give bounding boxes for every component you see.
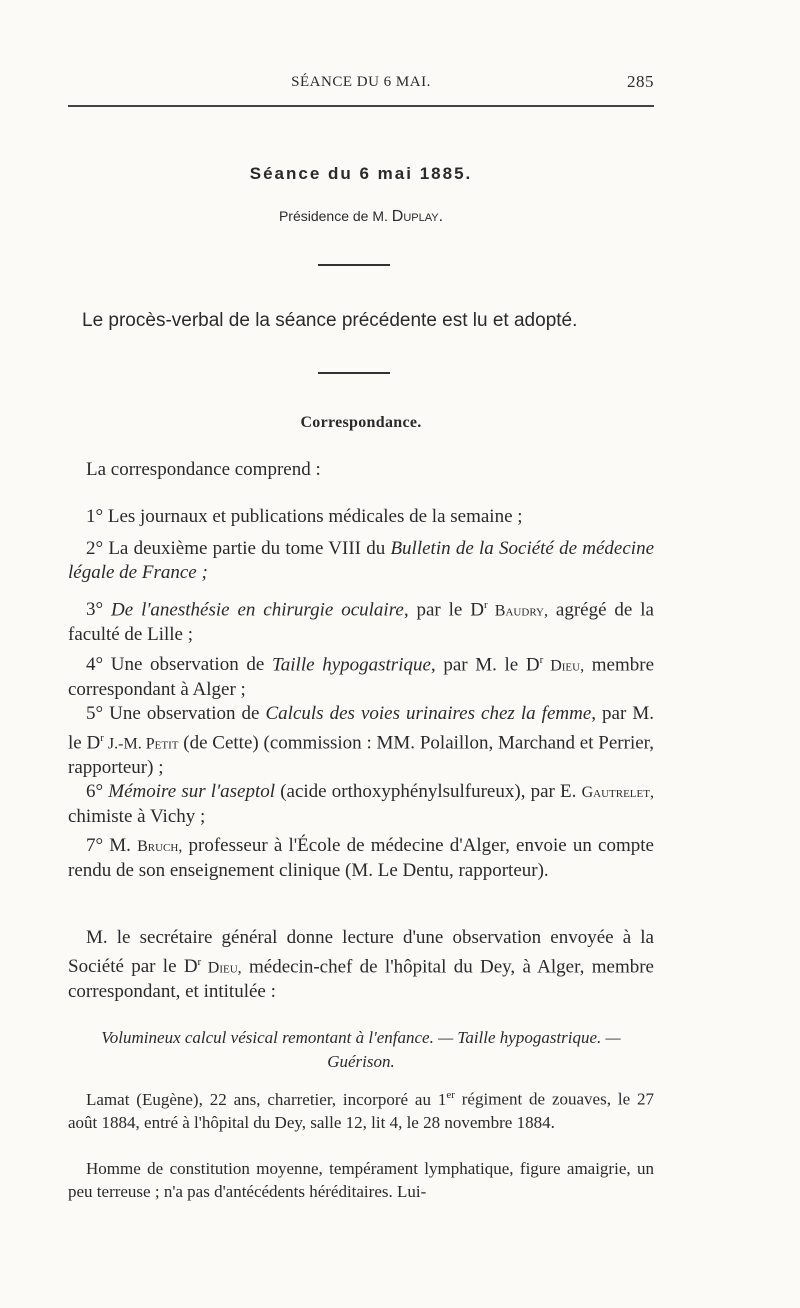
observation-paragraph xyxy=(68,1157,654,1203)
item-text: (de Cette) (commission : MM. Polaillon, Marchand et Perrier, rapporteur) ; xyxy=(68,732,654,779)
paragraph-text: médecin-chef de l'hôpital du Dey, à Alger, membre correspondant, et intitulée : xyxy=(68,956,654,1003)
superscript: er xyxy=(446,1089,455,1101)
superscript: r xyxy=(100,732,104,744)
paragraph-text: Lamat (Eugène), 22 ans, charretier, incorporé au 1 xyxy=(86,1089,447,1109)
item-text: par le D xyxy=(408,599,484,621)
person-name: Baudry, xyxy=(487,602,548,620)
person-name: J.-M. Petit xyxy=(103,735,179,753)
item-text: membre correspondant à Alger ; xyxy=(68,654,654,701)
item-text: chimiste à Vichy ; xyxy=(68,806,206,827)
proces-verbal: Le procès-verbal de la séance précédente est lu et adopté. xyxy=(82,310,578,331)
item-italic: Calculs des voies urinaires chez la femme, xyxy=(265,703,597,724)
session-title: Séance du 6 mai 1885. xyxy=(249,164,473,183)
header-rule xyxy=(68,105,654,107)
correspondance-intro: La correspondance comprend : xyxy=(86,459,321,480)
item-text: professeur à l'École de médecine d'Alger, envoie un compte rendu de son enseignement clinique (M. Le Dentu, rapporteur). xyxy=(68,835,654,881)
superscript: r xyxy=(197,956,202,968)
item-text: agrégé de la faculté de Lille ; xyxy=(68,599,654,646)
item-text: 2° La deuxième partie du tome VIII du xyxy=(86,538,391,559)
list-item xyxy=(68,537,654,585)
item-text: par M. le D xyxy=(435,654,540,676)
section-rule xyxy=(318,264,390,266)
item-italic: Taille hypogastrique, xyxy=(271,654,436,676)
list-item xyxy=(68,834,654,883)
item-text: 7° M. xyxy=(86,835,138,856)
observation-paragraph xyxy=(68,1084,654,1134)
running-header xyxy=(68,74,654,98)
paragraph-text: M. le secrétaire général donne lecture d'une observation envoyée à la Société par le D xyxy=(68,927,654,978)
list-item xyxy=(68,780,654,829)
observation-title: Volumineux calcul vésical remontant à l'enfance. — Taille hypogastrique. — Guérison. xyxy=(101,1028,621,1071)
item-italic: Mémoire sur l'aseptol xyxy=(108,781,276,802)
item-text: 6° xyxy=(86,781,109,802)
paragraph-text: Homme de constitution moyenne, tempérament lymphatique, figure amaigrie, un peu terreuse ; n'a pas d'antécédents héréditaires. Lui- xyxy=(68,1159,654,1201)
person-name: Dieu, xyxy=(543,657,585,675)
list-item xyxy=(68,648,654,702)
superscript: r xyxy=(539,654,544,666)
list-item xyxy=(68,702,654,780)
item-text: 5° Une observation de xyxy=(86,703,266,724)
item-text: (acide orthoxyphénylsulfureux), par E. xyxy=(275,781,582,802)
item-text: par M. le D xyxy=(68,703,654,754)
section-rule xyxy=(318,372,390,374)
person-name: Bruch, xyxy=(137,838,183,855)
running-title: SÉANCE DU 6 MAI. xyxy=(291,74,431,90)
correspondance-heading: Correspondance. xyxy=(300,414,422,431)
item-text: 3° xyxy=(86,599,112,621)
list-item xyxy=(68,593,654,647)
presidence-prefix: Présidence de M. xyxy=(278,208,392,224)
secretaire-paragraph xyxy=(68,926,654,1004)
item-text: 4° Une observation de xyxy=(86,654,272,676)
superscript: r xyxy=(483,599,488,611)
person-name: Gautrelet, xyxy=(581,784,654,801)
person-name: Dieu, xyxy=(201,959,242,977)
item-italic: Bulletin de la Société de médecine légale de France ; xyxy=(68,538,654,583)
page-number: 285 xyxy=(627,72,654,91)
presidence-line xyxy=(68,208,654,226)
list-item xyxy=(68,505,654,529)
paragraph-text: régiment de zouaves, le 27 août 1884, entré à l'hôpital du Dey, salle 12, lit 4, le 28 novembre 1884. xyxy=(68,1089,654,1132)
item-italic: De l'anesthésie en chirurgie oculaire, xyxy=(111,599,409,621)
president-name: Duplay. xyxy=(391,208,444,225)
item-text: 1° Les journaux et publications médicales de la semaine ; xyxy=(86,506,523,527)
